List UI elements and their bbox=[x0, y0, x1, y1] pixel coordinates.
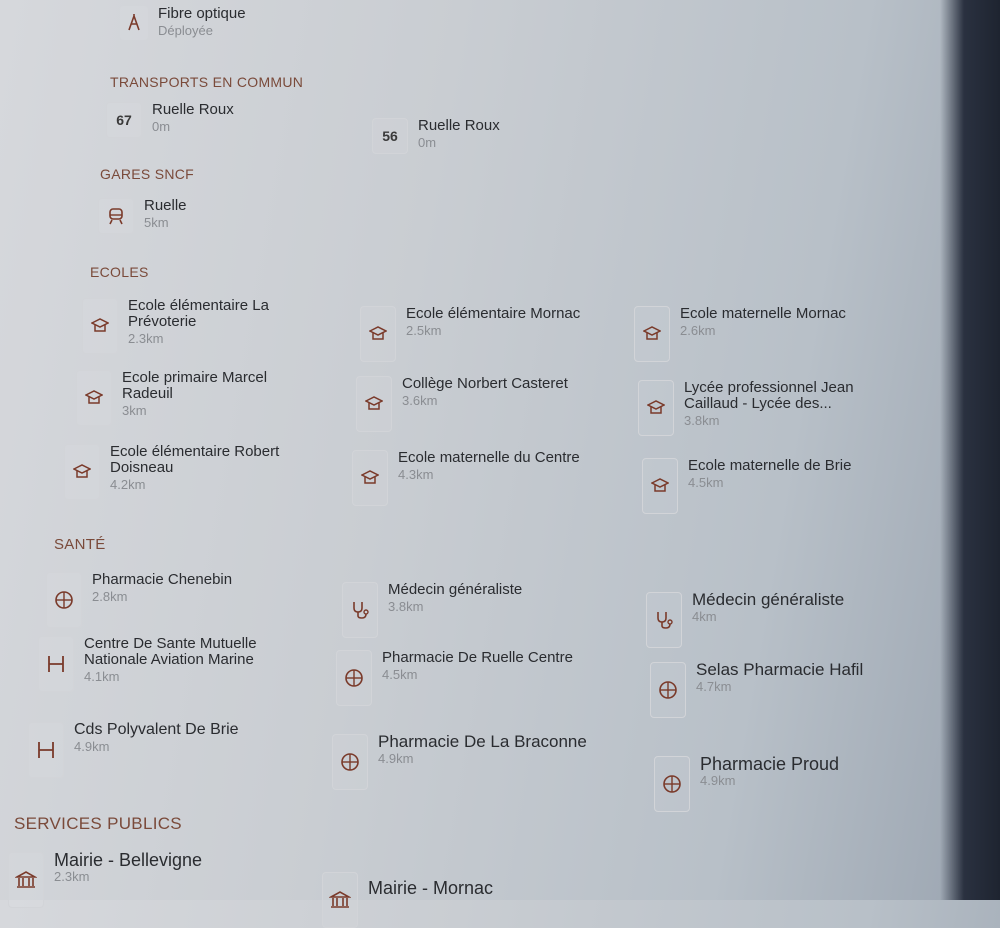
section-title-ecoles: ECOLES bbox=[90, 264, 149, 280]
graduation-cap-icon bbox=[634, 306, 670, 362]
school-item[interactable] bbox=[642, 458, 912, 514]
school-item[interactable] bbox=[634, 306, 894, 362]
health-name: Pharmacie De Ruelle Centre bbox=[382, 649, 573, 666]
school-name: Ecole élémentaire Mornac bbox=[406, 305, 581, 322]
health-item[interactable] bbox=[332, 734, 622, 790]
school-item[interactable] bbox=[352, 450, 612, 506]
school-item[interactable] bbox=[356, 376, 606, 432]
section-title-services: SERVICES PUBLICS bbox=[14, 814, 182, 833]
section-title-transports: TRANSPORTS EN COMMUN bbox=[110, 74, 304, 90]
health-dist: 3.8km bbox=[388, 599, 424, 614]
transport-item[interactable] bbox=[372, 118, 500, 154]
health-name: Médecin généraliste bbox=[388, 581, 523, 598]
school-item[interactable] bbox=[64, 444, 314, 500]
school-item[interactable] bbox=[76, 370, 306, 426]
fibre-name: Fibre optique bbox=[158, 5, 246, 22]
graduation-cap-icon bbox=[64, 444, 100, 500]
school-dist: 2.6km bbox=[680, 323, 716, 338]
school-name: Ecole primaire Marcel Radeuil bbox=[122, 369, 268, 402]
school-name: Ecole maternelle Mornac bbox=[680, 305, 846, 322]
bus-line-badge: 56 bbox=[372, 118, 408, 154]
school-dist: 2.5km bbox=[406, 323, 442, 338]
hospital-icon bbox=[38, 636, 74, 692]
health-name: Pharmacie Proud bbox=[700, 754, 840, 774]
antenna-icon bbox=[120, 6, 148, 40]
school-dist: 4.3km bbox=[398, 467, 434, 482]
health-item[interactable] bbox=[646, 592, 906, 648]
pharmacy-icon bbox=[332, 734, 368, 790]
hospital-icon bbox=[28, 722, 64, 778]
graduation-cap-icon bbox=[638, 380, 674, 436]
graduation-cap-icon bbox=[352, 450, 388, 506]
graduation-cap-icon bbox=[642, 458, 678, 514]
health-name: Cds Polyvalent De Brie bbox=[74, 721, 239, 738]
section-title-sante: SANTÉ bbox=[54, 536, 106, 553]
gare-item[interactable] bbox=[98, 198, 187, 234]
town-hall-icon bbox=[322, 872, 358, 928]
pharmacy-icon bbox=[336, 650, 372, 706]
health-item[interactable] bbox=[342, 582, 602, 638]
service-name: Mairie - Bellevigne bbox=[54, 850, 203, 870]
graduation-cap-icon bbox=[360, 306, 396, 362]
school-name: Lycée professionnel Jean Caillaud - Lycée des... bbox=[684, 379, 854, 412]
graduation-cap-icon bbox=[356, 376, 392, 432]
transport-name: Ruelle Roux bbox=[152, 101, 234, 118]
school-name: Ecole maternelle de Brie bbox=[688, 457, 852, 474]
transport-dist: 0m bbox=[152, 119, 171, 134]
health-name: Pharmacie Chenebin bbox=[92, 571, 233, 588]
health-item[interactable] bbox=[38, 636, 308, 692]
train-icon bbox=[98, 198, 134, 234]
school-item[interactable] bbox=[82, 298, 302, 354]
health-name: Pharmacie De La Braconne bbox=[378, 732, 587, 751]
health-dist: 4.9km bbox=[74, 739, 110, 754]
health-dist: 4.1km bbox=[84, 669, 120, 684]
school-dist: 4.2km bbox=[110, 477, 146, 492]
pharmacy-icon bbox=[46, 572, 82, 628]
health-dist: 4.9km bbox=[700, 773, 736, 788]
school-name: Ecole maternelle du Centre bbox=[398, 449, 580, 466]
health-dist: 4.9km bbox=[378, 751, 414, 766]
transport-name: Ruelle Roux bbox=[418, 117, 500, 134]
health-dist: 4km bbox=[692, 609, 717, 624]
fibre-status: Déployée bbox=[158, 23, 213, 38]
school-dist: 3.8km bbox=[684, 413, 720, 428]
school-dist: 4.5km bbox=[688, 475, 724, 490]
gare-name: Ruelle bbox=[144, 197, 187, 214]
health-item[interactable] bbox=[336, 650, 626, 706]
school-item[interactable] bbox=[360, 306, 600, 362]
health-item[interactable] bbox=[28, 722, 298, 778]
health-item[interactable] bbox=[654, 756, 914, 812]
school-dist: 3.6km bbox=[402, 393, 438, 408]
page-edge-shadow bbox=[940, 0, 1000, 900]
health-item[interactable] bbox=[46, 572, 296, 628]
stethoscope-icon bbox=[646, 592, 682, 648]
bus-line-badge: 67 bbox=[106, 102, 142, 138]
school-name: Ecole élémentaire La Prévoterie bbox=[128, 297, 269, 330]
fibre-item bbox=[120, 6, 246, 40]
pharmacy-icon bbox=[650, 662, 686, 718]
gare-dist: 5km bbox=[144, 215, 169, 230]
section-title-gares: GARES SNCF bbox=[100, 166, 195, 182]
school-dist: 3km bbox=[122, 403, 147, 418]
graduation-cap-icon bbox=[82, 298, 118, 354]
stethoscope-icon bbox=[342, 582, 378, 638]
health-name: Selas Pharmacie Hafil bbox=[696, 660, 864, 679]
school-dist: 2.3km bbox=[128, 331, 164, 346]
transport-item[interactable] bbox=[106, 102, 234, 138]
service-item[interactable] bbox=[322, 872, 582, 928]
school-name: Ecole élémentaire Robert Doisneau bbox=[110, 443, 280, 476]
health-dist: 2.8km bbox=[92, 589, 128, 604]
service-dist: 2.3km bbox=[54, 869, 90, 884]
health-dist: 4.7km bbox=[696, 679, 732, 694]
transport-dist: 0m bbox=[418, 135, 437, 150]
school-name: Collège Norbert Casteret bbox=[402, 375, 568, 392]
health-name: Médecin généraliste bbox=[692, 590, 845, 609]
health-name: Centre De Sante Mutuelle Nationale Aviation Marine bbox=[84, 635, 257, 668]
pharmacy-icon bbox=[654, 756, 690, 812]
service-name: Mairie - Mornac bbox=[368, 878, 494, 898]
health-dist: 4.5km bbox=[382, 667, 418, 682]
health-item[interactable] bbox=[650, 662, 920, 718]
school-item[interactable] bbox=[638, 380, 908, 436]
graduation-cap-icon bbox=[76, 370, 112, 426]
